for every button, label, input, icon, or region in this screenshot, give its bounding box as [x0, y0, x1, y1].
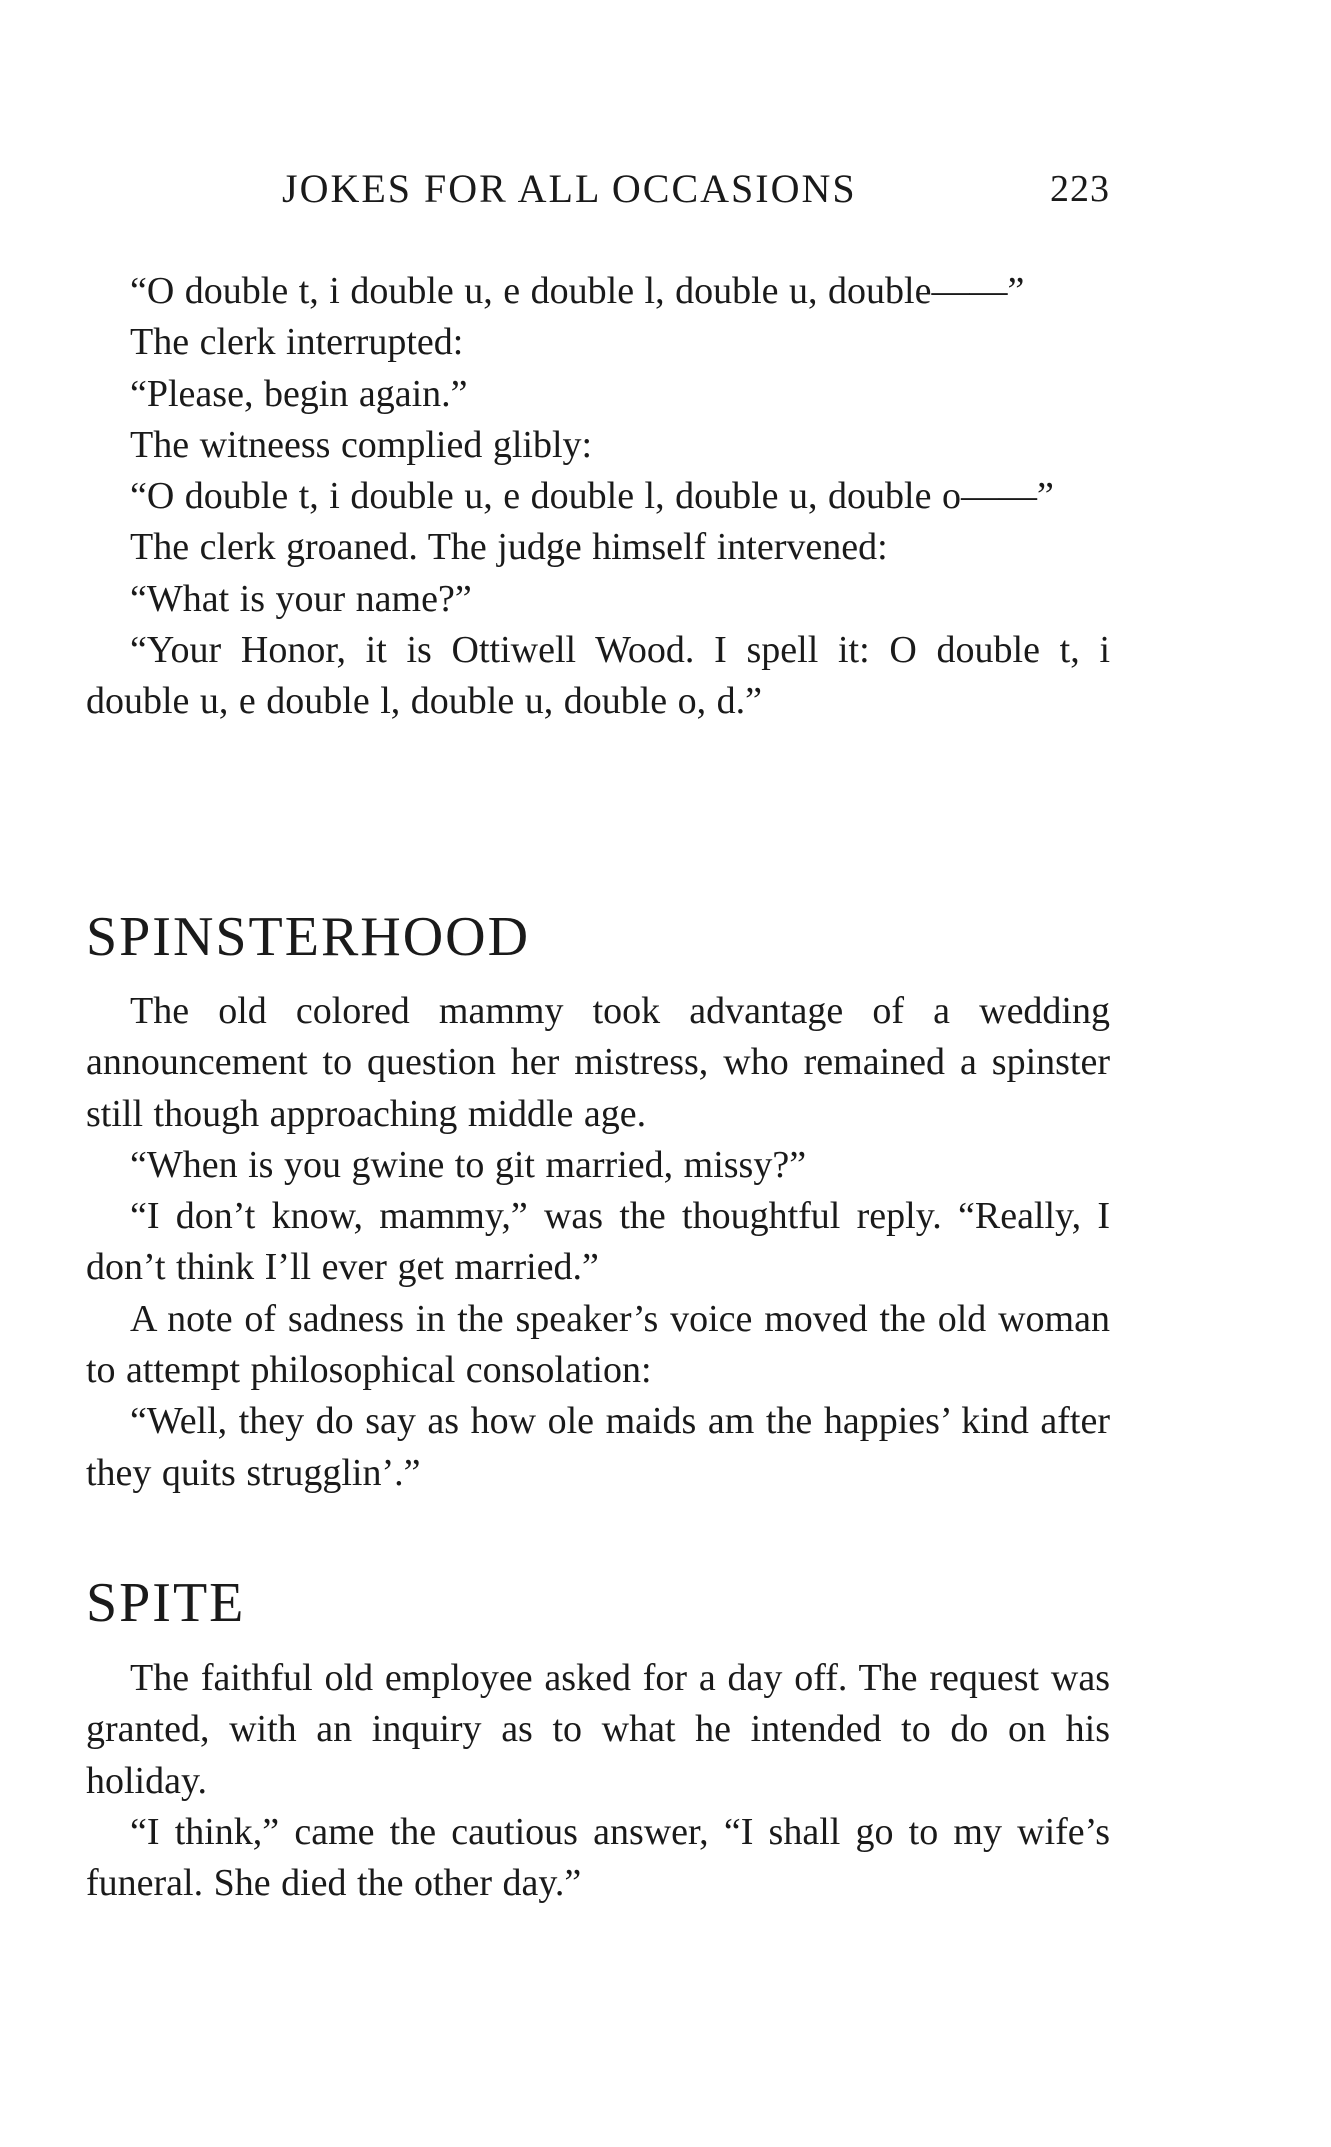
paragraph: “When is you gwine to git married, missy?”	[130, 1143, 807, 1186]
continued-joke	[86, 266, 1110, 728]
section-body-spite	[86, 1653, 1110, 1909]
paragraph: “Please, begin again.”	[130, 372, 468, 415]
paragraph: “I think,” came the cautious answer, “I shall go to my wife’s funeral. She died the other day.”	[86, 1810, 1110, 1905]
paragraph: The old colored mammy took advantage of a wedding announcement to question her mistress, who remained a spinster still though approaching middle age.	[86, 990, 1110, 1135]
paragraph: The faithful old employee asked for a day off. The request was granted, with an inquiry as to what he intended to do on his holiday.	[86, 1657, 1110, 1802]
section-heading-spite: SPITE	[86, 1572, 246, 1634]
paragraph: “Your Honor, it is Ottiwell Wood. I spell it: O double t, i double u, e double l, double u, double o, d.”	[86, 629, 1110, 723]
paragraph: The clerk interrupted:	[130, 321, 464, 364]
paragraph: The witneess complied glibly:	[130, 423, 593, 466]
section-heading-spinsterhood: SPINSTERHOOD	[86, 906, 531, 968]
paragraph: “What is your name?”	[130, 577, 472, 620]
paragraph: A note of sadness in the speaker’s voice moved the old woman to attempt philosophical consolation:	[86, 1297, 1110, 1392]
paragraph: “O double t, i double u, e double l, double u, double——”	[130, 270, 1025, 312]
section-body-spinsterhood	[86, 986, 1110, 1499]
running-title: JOKES FOR ALL OCCASIONS	[282, 166, 857, 211]
paragraph: “Well, they do say as how ole maids am the happies’ kind after they quits strugglin’.”	[86, 1400, 1110, 1494]
paragraph: The clerk groaned. The judge himself intervened:	[130, 526, 888, 569]
paragraph: “I don’t know, mammy,” was the thoughtful reply. “Really, I don’t think I’ll ever get married.”	[86, 1195, 1110, 1289]
paragraph: “O double t, i double u, e double l, double u, double o——”	[130, 475, 1054, 518]
page-number: 223	[1050, 168, 1110, 210]
running-head	[86, 165, 1110, 215]
